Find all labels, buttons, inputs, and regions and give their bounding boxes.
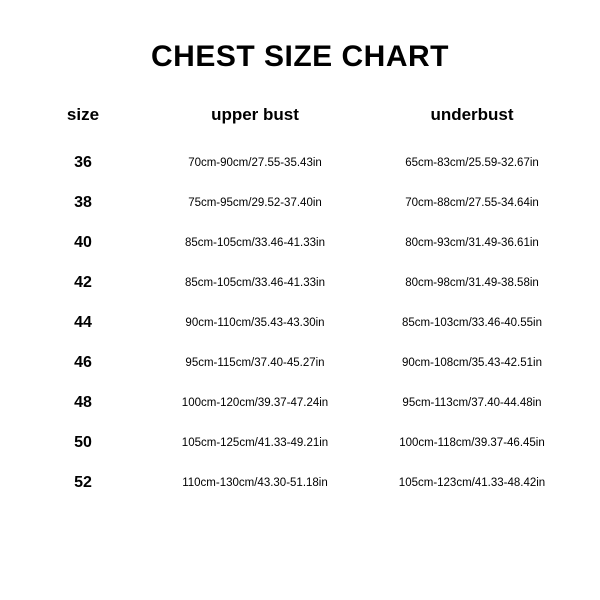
column-header-size: size — [66, 105, 100, 124]
cell-underbust: 80cm-98cm/31.49-38.58in — [405, 277, 539, 289]
table-row — [27, 423, 573, 463]
cell-size: 46 — [74, 354, 92, 371]
cell-size: 42 — [74, 274, 92, 291]
cell-size: 52 — [74, 474, 92, 491]
cell-underbust: 80cm-93cm/31.49-36.61in — [405, 237, 539, 249]
cell-upper-bust: 95cm-115cm/37.40-45.27in — [185, 357, 325, 369]
table-body — [27, 143, 573, 503]
cell-size: 44 — [74, 314, 92, 331]
cell-size: 50 — [74, 434, 92, 451]
cell-upper-bust: 90cm-110cm/35.43-43.30in — [185, 317, 325, 329]
table-row — [27, 343, 573, 383]
column-header-upper-bust: upper bust — [211, 105, 299, 124]
cell-underbust: 95cm-113cm/37.40-44.48in — [402, 397, 542, 409]
cell-upper-bust: 105cm-125cm/41.33-49.21in — [181, 437, 329, 449]
cell-upper-bust: 75cm-95cm/29.52-37.40in — [188, 197, 322, 209]
table-header — [27, 104, 573, 143]
table-row — [27, 223, 573, 263]
cell-underbust: 105cm-123cm/41.33-48.42in — [398, 477, 546, 489]
table-row — [27, 183, 573, 223]
cell-upper-bust: 100cm-120cm/39.37-47.24in — [181, 397, 329, 409]
table-row — [27, 303, 573, 343]
size-chart-table — [27, 104, 573, 503]
column-header-underbust: underbust — [430, 105, 514, 124]
cell-size: 36 — [74, 154, 92, 171]
cell-underbust: 100cm-118cm/39.37-46.45in — [399, 437, 545, 449]
table-row — [27, 263, 573, 303]
table-header-row — [27, 104, 573, 143]
page-title: CHEST SIZE CHART — [150, 40, 449, 73]
cell-underbust: 90cm-108cm/35.43-42.51in — [402, 357, 542, 369]
cell-upper-bust: 110cm-130cm/43.30-51.18in — [182, 477, 328, 489]
cell-underbust: 65cm-83cm/25.59-32.67in — [405, 157, 539, 169]
cell-upper-bust: 85cm-105cm/33.46-41.33in — [185, 277, 325, 289]
cell-size: 48 — [74, 394, 92, 411]
table-row — [27, 463, 573, 503]
cell-underbust: 85cm-103cm/33.46-40.55in — [402, 317, 542, 329]
table-row — [27, 383, 573, 423]
cell-upper-bust: 85cm-105cm/33.46-41.33in — [185, 237, 325, 249]
cell-size: 40 — [74, 234, 92, 251]
table-row — [27, 143, 573, 183]
cell-underbust: 70cm-88cm/27.55-34.64in — [405, 197, 539, 209]
cell-size: 38 — [74, 194, 92, 211]
cell-upper-bust: 70cm-90cm/27.55-35.43in — [188, 157, 322, 169]
